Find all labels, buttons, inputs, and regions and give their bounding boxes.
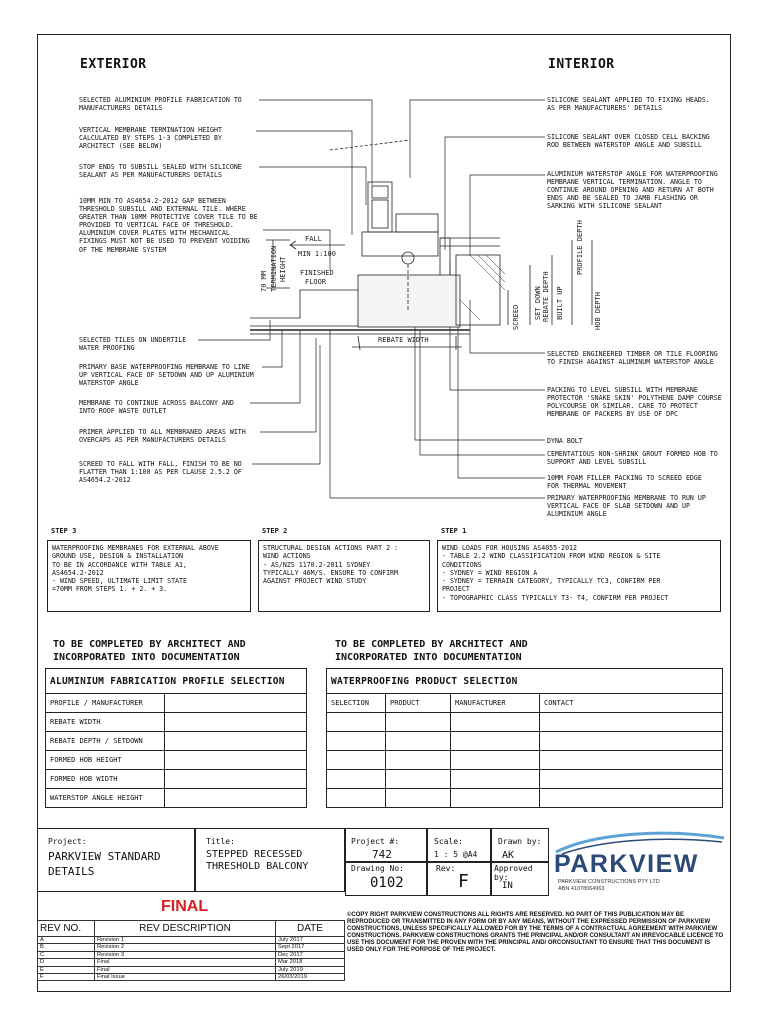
- leader-line: [420, 330, 545, 455]
- screed-block: [456, 255, 500, 325]
- scale-value: 1 : 5 @A4: [434, 850, 478, 859]
- wp-cell[interactable]: [540, 713, 723, 732]
- project-no-value: 742: [372, 848, 392, 861]
- aluminium-row-value[interactable]: [165, 732, 307, 751]
- waterproofing-selection-table: [326, 668, 723, 808]
- rev-date: July 2017: [276, 937, 345, 944]
- window-frame-inner: [372, 186, 388, 198]
- note-silicone-backing-rod: SILICONE SEALANT OVER CLOSED CELL BACKING ROD BETWEEN WATERSTOP ANGLE AND SUBSILL: [547, 133, 710, 150]
- leader-line: [250, 330, 300, 403]
- rebate-width-label: REBATE WIDTH: [378, 336, 429, 344]
- aluminium-row-value[interactable]: [165, 713, 307, 732]
- leader-line: [458, 320, 545, 478]
- wp-cell[interactable]: [327, 751, 386, 770]
- title-label: Title:: [206, 837, 235, 846]
- floor-label: FLOOR: [305, 278, 327, 286]
- step-3-line: GROUND USE, DESIGN & INSTALLATION: [52, 552, 184, 561]
- aluminium-row-value[interactable]: [165, 751, 307, 770]
- step-3-line: =70MM FROM STEPS 1. + 2. + 3.: [52, 585, 168, 594]
- step-3-label: STEP 3: [51, 527, 77, 535]
- leader-line: [260, 338, 316, 432]
- status-area: [37, 892, 345, 922]
- aluminium-row-value[interactable]: [165, 789, 307, 808]
- step-2-line: WIND ACTIONS: [263, 552, 311, 561]
- rev-desc: Revision 1: [95, 937, 276, 944]
- note-primary-membrane: PRIMARY WATERPROOFING MEMBRANE TO RUN UP VERTICAL FACE OF SLAB SETDOWN AND UP ALUMINIUM ANGLE: [547, 494, 706, 519]
- note-packing: PACKING TO LEVEL SUBSILL WITH MEMBRANE PROTECTOR 'SNAKE SKIN' POLYTHENE DAMP COURSE POLYCOURSE OR SIMILAR. CARE TO PROTECT MEMBRANE OF PACKERS BY USE OF DPC: [547, 386, 722, 419]
- step-1-line: CONDITIONS: [442, 560, 482, 569]
- wp-cell[interactable]: [386, 770, 451, 789]
- wp-cell[interactable]: [386, 713, 451, 732]
- aluminium-row-label: PROFILE / MANUFACTURER: [46, 694, 165, 713]
- rev-desc: Revision 3: [95, 951, 276, 958]
- note-foam-filler: 10MM FOAM FILLER PACKING TO SCREED EDGE FOR THERMAL MOVEMENT: [547, 474, 702, 491]
- scale-label: Scale:: [434, 837, 463, 846]
- rev-no: A: [38, 937, 95, 944]
- set-down-label: SET DOWN: [534, 286, 542, 320]
- glazing-bead: [372, 200, 388, 228]
- rev-desc: Final Issue: [95, 973, 276, 980]
- title-cell: [195, 828, 345, 892]
- step-1-line: - SYDNEY = WIND REGION A: [442, 568, 538, 577]
- project-cell: [37, 828, 195, 892]
- wp-cell[interactable]: [386, 732, 451, 751]
- rev-no: B: [38, 944, 95, 951]
- break-line: [330, 140, 410, 150]
- architect-note-left: TO BE COMPLETED BY ARCHITECT AND INCORPORATED INTO DOCUMENTATION: [53, 639, 246, 663]
- title-value: STEPPED RECESSED THRESHOLD BALCONY: [206, 849, 309, 872]
- wp-cell[interactable]: [540, 789, 723, 808]
- rev-desc: Final: [95, 966, 276, 973]
- project-value: PARKVIEW STANDARD DETAILS: [48, 850, 161, 878]
- leader-line: [262, 330, 282, 367]
- wp-cell[interactable]: [327, 732, 386, 751]
- note-screed-fall: SCREED TO FALL WITH FALL, FINISH TO BE NO FLATTER THAN 1:100 AS PER CLAUSE 2.5.2 OF AS4654.2-2012: [79, 460, 242, 485]
- wp-cell[interactable]: [540, 770, 723, 789]
- note-silicone-fixing: SILICONE SEALANT APPLIED TO FIXING HEADS. AS PER MANUFACTURERS' DETAILS: [547, 96, 710, 113]
- aluminium-row-value[interactable]: [165, 694, 307, 713]
- rev-no: E: [38, 966, 95, 973]
- wp-cell[interactable]: [386, 789, 451, 808]
- aluminium-selection-table: [45, 668, 307, 808]
- built-up-label: BUILT UP: [556, 286, 564, 320]
- subsill: [362, 232, 438, 256]
- architect-note-right: TO BE COMPLETED BY ARCHITECT AND INCORPORATED INTO DOCUMENTATION: [335, 639, 528, 663]
- rev-header-no: REV NO.: [38, 921, 95, 937]
- leader-line: [330, 330, 545, 498]
- wp-cell[interactable]: [327, 789, 386, 808]
- note-membrane-continue: MEMBRANE TO CONTINUE ACROSS BALCONY AND INTO ROOF WASTE OUTLET: [79, 399, 234, 416]
- leader-line: [259, 100, 372, 185]
- aluminium-table-title: ALUMINIUM FABRICATION PROFILE SELECTION: [46, 669, 307, 694]
- rev-date: 26/03/2019: [276, 973, 345, 980]
- step-2-label: STEP 2: [262, 527, 288, 535]
- note-grout-hob: CEMENTATIOUS NON-SHRINK GROUT FORMED HOB TO SUPPORT AND LEVEL SUBSILL: [547, 450, 718, 467]
- interior-heading: INTERIOR: [548, 57, 615, 72]
- height-label: HEIGHT: [279, 256, 287, 282]
- sash-bottom: [396, 214, 438, 232]
- step-2-line: AGAINST PROJECT WIND STUDY: [263, 577, 367, 586]
- step-1-label: STEP 1: [441, 527, 467, 535]
- step-1-line: WIND LOADS FOR HOUSING AS4055-2012: [442, 544, 577, 552]
- copyright-notice: ©COPY RIGHT PARKVIEW CONSTRUCTIONS ALL RIGHTS ARE RESERVED. NO PART OF THIS PUBLICATION MAY BE REPRODUCED OR TRANSMITTED IN ANY FORM OR BY ANY MEANS, WITHOUT THE EXPRESSED PERMISSION OF PARKVIEW CONSTRUCTIONS, UNLESS SPECIFICALLY ALLOWED FOR BY THE TERMS OF A CONTRACTUAL AGREEMENT WITH PARKVIEW CONSTRUCTIONS. PARKVIEW CONSTRUCTIONS GRANTS THE PRINCIPAL AND/OR CONSULTANT AN IRREVOCABLE LICENCE TO USE THIS DOCUMENT FOR THE PROVEN WITH THE PRINCIPAL AND/ ORCONSULTANT TO ENSURE THAT THIS DOCUMENT IS USED ONLY FOR THE PORPOSE OF THE PROJECT.: [347, 912, 724, 953]
- rev-date: Sept 2017: [276, 944, 345, 951]
- backing-rod: [402, 252, 414, 264]
- term-dim-label: 70 MM: [260, 270, 268, 292]
- note-waterstop-angle: ALUMINIUM WATERSTOP ANGLE FOR WATERPROOFING MEMBRANE VERTICAL TERMINATION. ANGLE TO CONTINUE AROUND OPENING AND RETURN AT BOTH ENDS AND BE SEALED TO JAMB FLASHING OR SARKING WITH SILICONE SEALANT: [547, 170, 718, 211]
- project-label: Project:: [48, 837, 87, 846]
- hob-depth-label: HOB DEPTH: [594, 292, 602, 330]
- wp-col-product: PRODUCT: [386, 694, 451, 713]
- rev-header-date: DATE: [276, 921, 345, 937]
- aluminium-row-label: WATERSTOP ANGLE HEIGHT: [46, 789, 165, 808]
- fall-label: FALL: [305, 235, 322, 243]
- note-dyna-bolt: DYNA BOLT: [547, 437, 583, 445]
- leader-line: [256, 131, 352, 235]
- drawn-by-label: Drawn by:: [498, 837, 542, 846]
- aluminium-row-label: REBATE WIDTH: [46, 713, 165, 732]
- step-3-box: [47, 540, 251, 612]
- rev-date: Mar 2018: [276, 959, 345, 966]
- note-membrane-termination: VERTICAL MEMBRANE TERMINATION HEIGHT CALCULATED BY STEPS 1-3 COMPLETED BY ARCHITECT (SEE BELOW): [79, 126, 222, 151]
- termination-label: TERMINATION: [270, 245, 278, 292]
- wp-cell[interactable]: [451, 751, 540, 770]
- fall-min-label: MIN 1:100: [298, 250, 336, 258]
- parkview-logo: [552, 828, 730, 896]
- logo-company: PARKVIEW CONSTRUCTIONS PTY LTD: [558, 879, 660, 885]
- note-timber-flooring: SELECTED ENGINEERED TIMBER OR TILE FLOORING TO FINISH AGAINST ALUMINUM WATERSTOP ANGLE: [547, 350, 718, 367]
- step-3-line: AS4654.2-2012: [52, 568, 104, 577]
- finished-label: FINISHED: [300, 269, 334, 277]
- step-1-line: - TABLE 2.2 WIND CLASSIFICATION FROM WIND REGION & SITE: [442, 552, 661, 561]
- rev-desc: Final: [95, 959, 276, 966]
- step-2-box: [258, 540, 430, 612]
- note-aluminium-profile: SELECTED ALUMINIUM PROFILE FABRICATION TO MANUFACTURERS DETAILS: [79, 96, 242, 113]
- step-1-line: - TOPOGRAPHIC CLASS TYPICALLY T3- T4, CONFIRM PER PROJECT: [442, 593, 669, 602]
- note-primer: PRIMER APPLIED TO ALL MEMBRANED AREAS WITH OVERCAPS AS PER MANUFACTURERS DETAILS: [79, 428, 246, 445]
- rebate-depth-label: REBATE DEPTH: [542, 271, 550, 322]
- aluminium-row-value[interactable]: [165, 770, 307, 789]
- drawing-no-value: 0102: [370, 875, 404, 891]
- step-2-line: - AS/NZS 1170.2-2011 SYDNEY: [263, 560, 371, 569]
- wp-col-manufacturer: MANUFACTURER: [451, 694, 540, 713]
- leader-line: [252, 345, 320, 464]
- drawn-by-value: AK: [502, 850, 515, 861]
- leader-line: [445, 137, 545, 250]
- leader-line: [470, 175, 545, 255]
- step-1-line: - SYDNEY = TERRAIN CATEGORY, TYPICALLY TC3, CONFIRM PER: [442, 577, 661, 586]
- status-final: FINAL: [161, 898, 209, 915]
- rev-value: F: [458, 871, 469, 892]
- aluminium-row-label: FORMED HOB WIDTH: [46, 770, 165, 789]
- tile-surface: [250, 290, 358, 318]
- note-gap-threshold: 10MM MIN TO AS4654.2-2012 GAP BETWEEN THRESHOLD SUBSILL AND EXTERNAL TILE. WHERE GREATER THAN 10MM PROTECTIVE COVER TILE TO BE PROVIDED TO VERTICAL FACE OF THRESHOLD. ALUMINIUM COVER PLATES WITH MECHANICAL FIXINGS MUST NOT BE USED TO PREVENT VOIDING OF THE MEMBRANE SYSTEM: [79, 197, 258, 254]
- grout-hob: [358, 275, 460, 327]
- step-3-line: TO BE IN ACCORDANCE WITH TABLE A1,: [52, 560, 187, 569]
- project-no-cell: [345, 828, 427, 862]
- rev-date: July 2019: [276, 966, 345, 973]
- note-primary-base-membrane: PRIMARY BASE WATERPROOFING MEMBRANE TO LINE UP VERTICAL FACE OF SETDOWN AND UP ALUMINIUM WATERSTOP ANGLE: [79, 363, 254, 388]
- wp-cell[interactable]: [451, 713, 540, 732]
- leader-line: [410, 100, 545, 178]
- drawing-no-cell: [345, 862, 427, 896]
- rev-label: Rev:: [436, 864, 456, 873]
- waterproofing-table-title: WATERPROOFING PRODUCT SELECTION: [327, 669, 723, 694]
- wp-cell[interactable]: [451, 732, 540, 751]
- leader-line: [259, 167, 366, 205]
- profile-depth-label: PROFILE DEPTH: [576, 220, 584, 275]
- rev-no: F: [38, 973, 95, 980]
- rev-cell: [427, 862, 491, 896]
- step-1-box: [437, 540, 721, 612]
- approved-cell: [491, 862, 549, 896]
- rev-no: D: [38, 959, 95, 966]
- logo-abn: ABN 41078064963: [558, 886, 605, 892]
- screed-label: SCREED: [512, 304, 520, 330]
- note-stop-ends: STOP ENDS TO SUBSILL SEALED WITH SILICONE SEALANT AS PER MANUFACTURERS DETAILS: [79, 163, 242, 180]
- aluminium-row-label: REBATE DEPTH / SETDOWN: [46, 732, 165, 751]
- wp-cell[interactable]: [327, 770, 386, 789]
- step-1-line: PROJECT: [442, 585, 470, 594]
- wp-cell[interactable]: [540, 732, 723, 751]
- wp-cell[interactable]: [386, 751, 451, 770]
- revision-table: [37, 920, 345, 981]
- rev-date: Dec 2017: [276, 951, 345, 958]
- step-3-line: WATERPROOFING MEMBRANES FOR EXTERNAL ABOVE: [52, 544, 219, 552]
- approved-value: IN: [502, 881, 513, 891]
- logo-name: PARKVIEW: [554, 850, 699, 878]
- note-selected-tiles: SELECTED TILES ON UNDERTILE WATER PROOFING: [79, 336, 187, 353]
- drawing-no-label: Drawing No:: [351, 864, 404, 873]
- rev-header-desc: REV DESCRIPTION: [95, 921, 276, 937]
- wp-cell[interactable]: [540, 751, 723, 770]
- step-3-line: - WIND SPEED, ULTIMATE LIMIT STATE: [52, 577, 187, 586]
- step-2-line: TYPICALLY 46M/S. ENSURE TO CONFIRM: [263, 568, 398, 577]
- drawn-by-cell: [491, 828, 549, 862]
- exterior-heading: EXTERIOR: [80, 57, 147, 72]
- wp-cell[interactable]: [451, 789, 540, 808]
- wp-cell[interactable]: [327, 713, 386, 732]
- leader-line: [450, 262, 545, 390]
- approved-label: Approved by:: [494, 864, 533, 882]
- rev-no: C: [38, 951, 95, 958]
- aluminium-row-label: FORMED HOB HEIGHT: [46, 751, 165, 770]
- wp-col-selection: SELECTION: [327, 694, 386, 713]
- project-no-label: Project #:: [351, 837, 400, 846]
- wp-col-contact: CONTACT: [540, 694, 723, 713]
- wp-cell[interactable]: [451, 770, 540, 789]
- rev-desc: Revision 2: [95, 944, 276, 951]
- step-2-line: STRUCTURAL DESIGN ACTIONS PART 2 :: [263, 544, 398, 552]
- scale-cell: [427, 828, 491, 862]
